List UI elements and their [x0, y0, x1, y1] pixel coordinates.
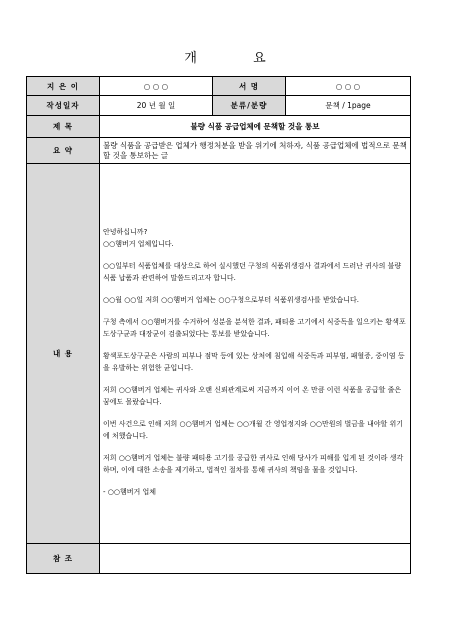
content-paragraph: 이번 사건으로 인해 저희 ○○햄버거 업체는 ○○개월 간 영업정지와 ○○만원의 벌금을 내야할 위기에 처했습니다.	[103, 419, 404, 440]
page-title: 개 요	[184, 51, 292, 66]
category-label: 분류/분량	[213, 96, 286, 116]
content-body	[100, 164, 411, 544]
date-label: 작성일자	[27, 96, 100, 116]
author-value: ○ ○ ○	[100, 77, 213, 96]
content-label: 내 용	[27, 164, 100, 544]
content-paragraph: 황색포도상구균은 사람의 피부나 점막 등에 있는 상처에 침입해 식중독과 피부염, 패혈증, 중이염 등을 유발하는 위험한 균입니다.	[103, 351, 405, 372]
subject-value: 불량 식품 공급업체에 문책할 것을 통보	[100, 116, 411, 138]
summary-label: 요 약	[27, 138, 100, 164]
content-paragraph: 저희 ○○햄버거 업체는 귀사와 오랜 신뢰관계로써 지금까지 이어 온 만큼 이런 식품을 공급할 줄은 꿈에도 몰랐습니다.	[103, 385, 402, 406]
summary-value: 불량 식품을 공급받은 업체가 행정처분을 받을 위기에 처하자, 식품 공급업체에 법적으로 문책할 것을 통보하는 글	[100, 138, 411, 164]
subject-label: 제 목	[27, 116, 100, 138]
content-paragraph: ○○월 ○○일 저희 ○○햄버거 업체는 ○○구청으로부터 식품위생검사를 받았습니다.	[103, 295, 359, 304]
reference-value	[100, 544, 411, 574]
author-label: 지 은 이	[27, 77, 100, 96]
content-paragraph: 구청 측에서 ○○햄버거를 수거하여 성분을 분석한 결과, 패티용 고기에서 식중독을 일으키는 황색포도상구균과 대장균이 검출되었다는 통보를 받았습니다.	[103, 317, 406, 338]
reference-label: 참 조	[27, 544, 100, 574]
content-paragraph: ○○일부터 식품업체를 대상으로 하여 실시했던 구청의 식품위생검사 결과에서 드러난 귀사의 불량 식품 납품과 관련하여 말씀드리고자 합니다.	[103, 261, 402, 282]
signature-value: ○ ○ ○	[286, 77, 411, 96]
signoff: - ○○햄버거 업체	[103, 487, 157, 496]
content-paragraph: 저희 ○○햄버거 업체는 불량 패티용 고기를 공급한 귀사로 인해 당사가 피해를 입게 된 것이라 생각하며, 이에 대한 소송을 제기하고, 법적인 절차를 통해 귀사의 책임을 물을 것입니다.	[103, 453, 404, 474]
signature-label: 서 명	[213, 77, 286, 96]
content-paragraph	[103, 226, 407, 250]
category-value: 문책 / 1page	[286, 96, 411, 116]
greeting-line: 안녕하십니까?	[103, 227, 148, 236]
summary-form	[26, 76, 411, 574]
sender-line: ○○햄버거 업체입니다.	[103, 239, 174, 248]
date-value: 20 년 월 일	[100, 96, 213, 116]
